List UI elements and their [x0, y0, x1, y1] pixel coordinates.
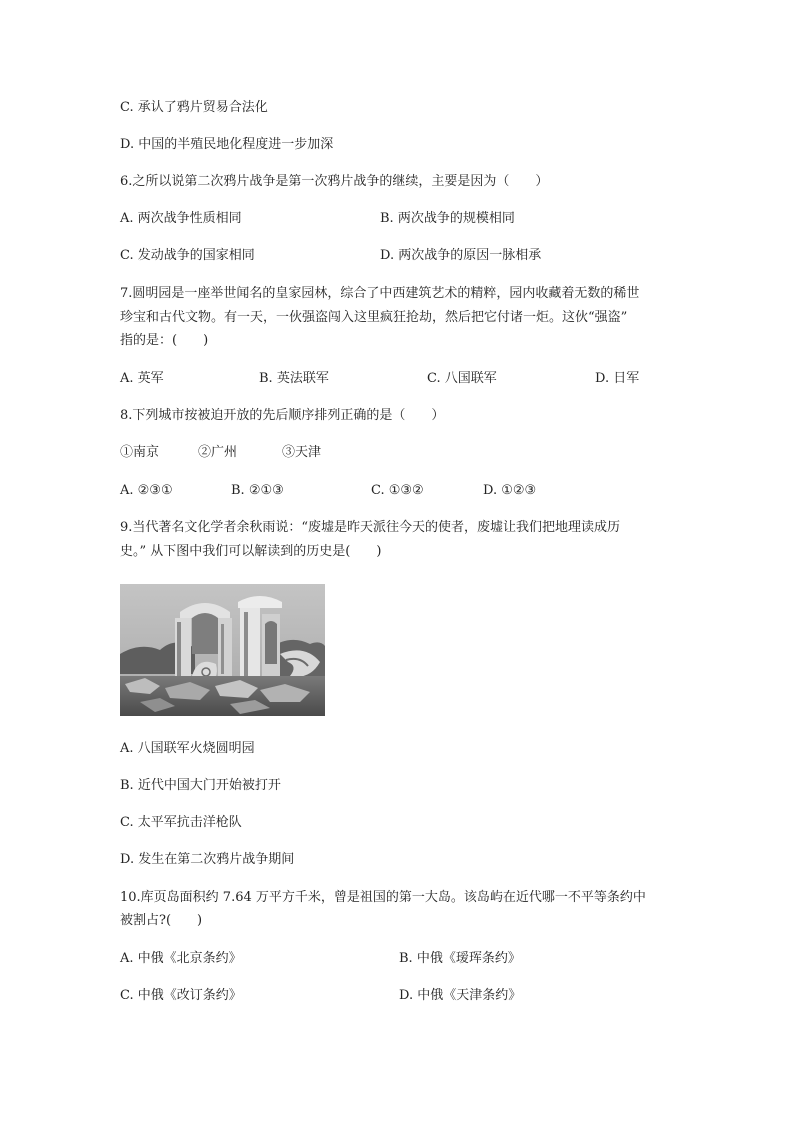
q6-option-c[interactable]: C. 发动战争的国家相同: [120, 248, 255, 263]
q8-stem: 8.下列城市按被迫开放的先后顺序排列正确的是（ ）: [120, 408, 445, 423]
q10-option-b[interactable]: B. 中俄《瑷珲条约》: [399, 951, 521, 966]
q6-option-b[interactable]: B. 两次战争的规模相同: [380, 211, 515, 226]
q10-stem-line2: 被割占?( ): [120, 913, 203, 928]
q8-option-d[interactable]: D. ①②③: [483, 483, 537, 498]
q8-option-b[interactable]: B. ②①③: [231, 483, 284, 498]
q9-option-a[interactable]: A. 八国联军火烧圆明园: [120, 741, 255, 756]
q7-option-d[interactable]: D. 日军: [595, 371, 640, 386]
q9-option-b[interactable]: B. 近代中国大门开始被打开: [120, 778, 281, 793]
q7-option-a[interactable]: A. 英军: [120, 371, 164, 386]
q9-option-d[interactable]: D. 发生在第二次鸦片战争期间: [120, 852, 295, 867]
q8-city-3: ③天津: [282, 445, 322, 460]
q7-option-c[interactable]: C. 八国联军: [427, 371, 497, 386]
q8-city-2: ②广州: [198, 445, 238, 460]
q6-option-a[interactable]: A. 两次战争性质相同: [120, 211, 242, 226]
q6-option-d[interactable]: D. 两次战争的原因一脉相承: [380, 248, 542, 263]
q10-option-d[interactable]: D. 中俄《天津条约》: [399, 988, 522, 1003]
q7-option-b[interactable]: B. 英法联军: [259, 371, 329, 386]
q9-stem-line1: 9.当代著名文化学者余秋雨说：“废墟是昨天派往今天的使者，废墟让我们把地理读成历: [120, 520, 621, 535]
q6-stem: 6.之所以说第二次鸦片战争是第一次鸦片战争的继续，主要是因为（ ）: [120, 174, 549, 189]
q8-city-1: ①南京: [120, 445, 160, 460]
q9-option-c[interactable]: C. 太平军抗击洋枪队: [120, 815, 242, 830]
q10-stem-line1: 10.库页岛面积约 7.64 万平方千米，曾是祖国的第一大岛。该岛屿在近代哪一不平等条约中: [120, 890, 646, 905]
q8-option-c[interactable]: C. ①③②: [371, 483, 424, 498]
q5-option-d[interactable]: D. 中国的半殖民地化程度进一步加深: [120, 137, 334, 152]
ruins-photo-drawing: [120, 584, 325, 716]
ruins-photo: [120, 584, 325, 716]
q10-option-a[interactable]: A. 中俄《北京条约》: [120, 951, 242, 966]
q9-stem-line2: 史。” 从下图中我们可以解读到的历史是( ): [120, 544, 382, 559]
q10-option-c[interactable]: C. 中俄《改订条约》: [120, 988, 242, 1003]
q5-option-c[interactable]: C. 承认了鸦片贸易合法化: [120, 100, 268, 115]
q7-stem-line3: 指的是：( ): [120, 333, 209, 348]
q7-stem-line1: 7.圆明园是一座举世闻名的皇家园林，综合了中西建筑艺术的精粹，园内收藏着无数的稀世: [120, 286, 640, 301]
q8-option-a[interactable]: A. ②③①: [120, 483, 173, 498]
q7-stem-line2: 珍宝和古代文物。有一天，一伙强盗闯入这里疯狂抢劫，然后把它付诸一炬。这伙“强盗”: [120, 310, 628, 325]
